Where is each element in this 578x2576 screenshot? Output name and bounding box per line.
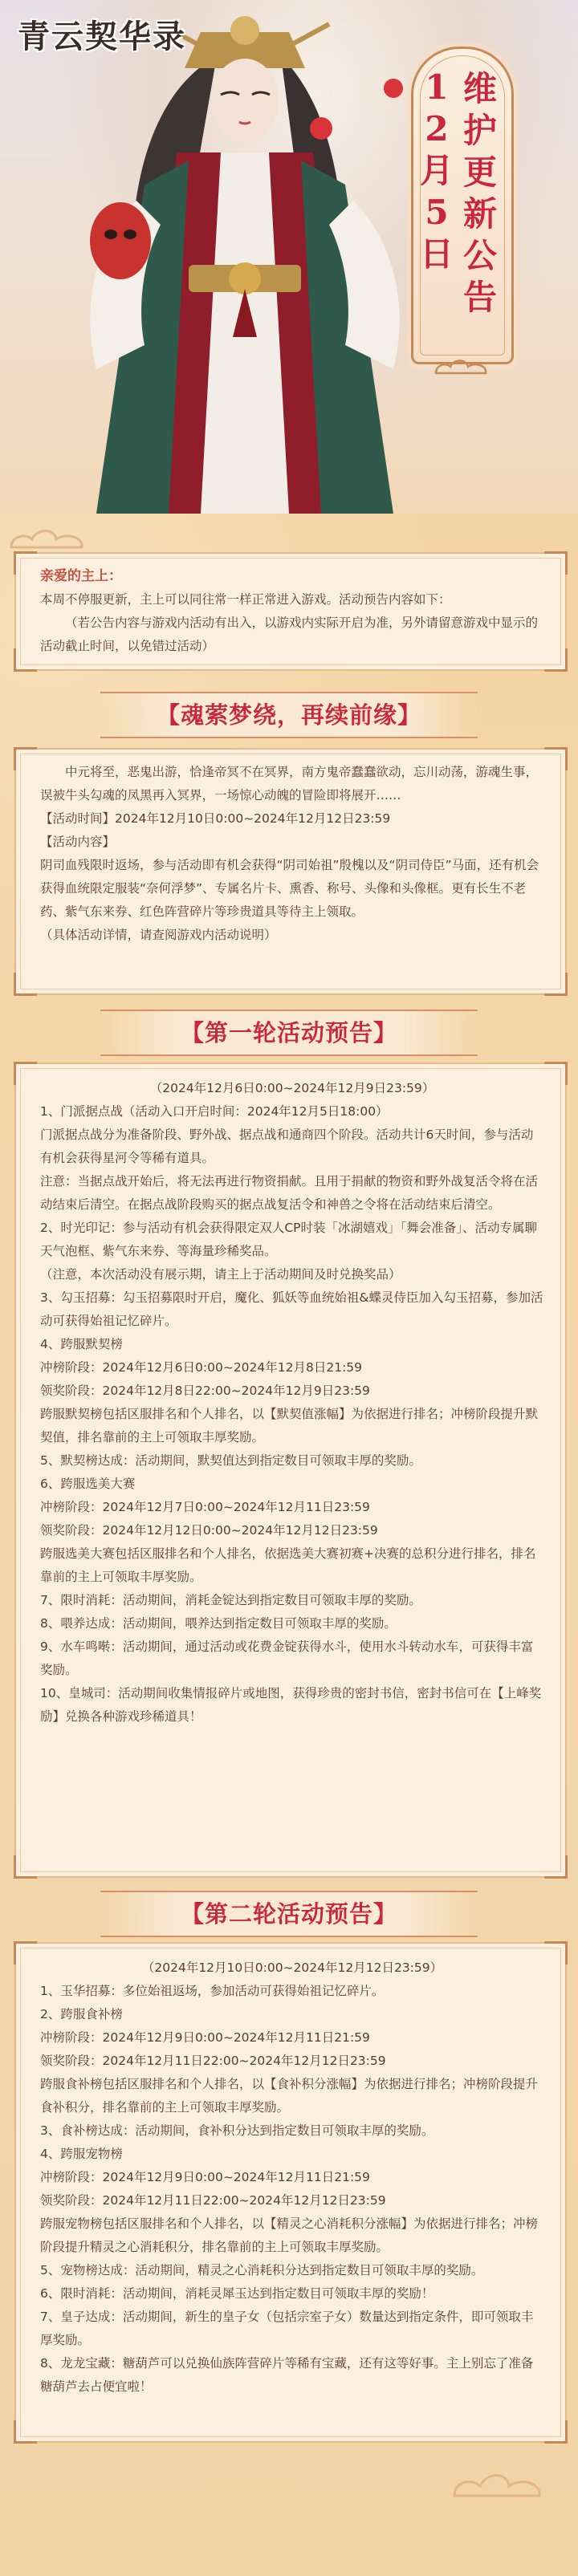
list-item: 4、跨服默契榜 [40,1337,123,1351]
list-item: 冲榜阶段：2024年12月9日0:00~2024年12月11日21:59 [40,2030,370,2045]
list-item: 2、跨服食补榜 [40,2007,123,2021]
event-content: 阴司血残限时返场，参与活动即有机会获得“阴司始祖”殷槐以及“阴司侍臣”马面，还有机会获得血统限定服装“奈何浮梦”、专属名片卡、熏香、称号、头像和头像框。更有长生不老药、紫气东来券、红色阵营碎片等珍贵道具等待主上领取。 [40,858,539,919]
round2-panel [14,1942,567,2443]
title-banner [411,47,514,364]
list-item: 门派据点战分为准备阶段、野外战、据点战和通商四个阶段。活动共计6天时间，参与活动有机会获得星河令等稀有道具。 [40,1128,534,1165]
list-item: 7、皇子达成：活动期间，新生的皇子女（包括宗室子女）数量达到指定条件，即可领取丰厚奖励。 [40,2310,534,2347]
list-item: 6、跨服选美大赛 [40,1477,136,1491]
list-item: 3、勾玉招募：勾玉招募限时开启，魔化、狐妖等血统始祖&蝶灵侍臣加入勾玉招募，参加活动可获得始祖记忆碎片。 [40,1290,543,1328]
list-item: 领奖阶段：2024年12月11日22:00~2024年12月12日23:59 [40,2193,386,2208]
intro-line: 本周不停服更新，主上可以同往常一样正常进入游戏。活动预告内容如下： [40,592,451,607]
list-item: 8、喂养达成：活动期间，喂养达到指定数目可领取丰厚的奖励。 [40,1616,397,1631]
section-heading: 【魂萦梦绕，再续前缘】 [0,692,578,738]
list-item: 10、皇城司：活动期间收集情报碎片或地图，获得珍贵的密封书信，密封书信可在【上峰奖励】兑换各种游戏珍稀道具！ [40,1686,542,1724]
title-date: 12月5日 [419,67,454,274]
list-item: 冲榜阶段：2024年12月6日0:00~2024年12月8日21:59 [40,1360,363,1375]
event-note: （具体活动详情，请查阅游戏内活动说明） [40,928,277,942]
cloud-ornament-icon [6,522,103,554]
list-item: 1、门派据点战（活动入口开启时间：2024年12月5日18:00） [40,1104,389,1119]
list-item: 9、水车鸣啭：活动期间，通过活动或花费金锭获得水斗，使用水斗转动水车，可获得丰富奖励。 [40,1639,534,1677]
intro-panel [14,552,567,671]
character-illustration [48,0,425,514]
list-item: 跨服宠物榜包括区服排名和个人排名，以【精灵之心消耗积分涨幅】为依据进行排名；冲榜阶段提升精灵之心消耗积分，排名靠前的主上可领取丰厚奖励。 [40,2216,539,2254]
intro-line: （若公告内容与游戏内活动有出入，以游戏内实际开启为准，另外请留意游戏中显示的活动截止时间，以免错过活动） [40,616,539,653]
list-item: 冲榜阶段：2024年12月9日0:00~2024年12月11日21:59 [40,2170,370,2184]
list-item: （注意，本次活动没有展示期，请主上于活动期间及时兑换奖品） [40,1267,401,1282]
list-item: 领奖阶段：2024年12月11日22:00~2024年12月12日23:59 [40,2054,386,2068]
section-heading: 【第一轮活动预告】 [0,1010,578,1056]
cloud-ornament-icon [433,356,492,380]
announcement-body [0,514,578,2576]
list-item: 冲榜阶段：2024年12月7日0:00~2024年12月11日23:59 [40,1500,370,1514]
list-item: 跨服默契榜包括区服排名和个人排名，以【默契值涨幅】为依据进行排名；冲榜阶段提升默契值，排名靠前的主上可领取丰厚奖励。 [40,1407,539,1444]
list-item: 3、食补榜达成：活动期间，食补积分达到指定数目可领取丰厚的奖励。 [40,2123,434,2138]
list-item: 8、龙龙宝藏：糖葫芦可以兑换仙族阵营碎片等稀有宝藏，还有这等好事。主上别忘了准备糖葫芦去占便宜啦！ [40,2356,534,2394]
list-item: 2、时光印记：参与活动有机会获得限定双人CP时装「冰湖嬉戏」「舞会准备」、活动专属聊天气泡框、紫气东来券、等海量珍稀奖品。 [40,1221,538,1258]
list-item: 5、默契榜达成：活动期间，默契值达到指定数目可领取丰厚的奖励。 [40,1453,421,1468]
hero-banner [0,0,578,514]
list-item: 1、玉华招募：多位始祖返场，参加活动可获得始祖记忆碎片。 [40,1984,385,1998]
list-item: 7、限时消耗：活动期间，消耗金锭达到指定数目可领取丰厚的奖励。 [40,1593,421,1607]
list-item: 领奖阶段：2024年12月12日0:00~2024年12月12日23:59 [40,1523,378,1538]
event-story: 中元将至，恶鬼出游，恰逢帝冥不在冥界，南方鬼帝蠢蠢欲动，忘川动荡，游魂生事，误被牛头勾魂的凤黑再入冥界，一场惊心动魄的冒险即将展开…… [40,765,539,802]
title-main: 维护更新公告 [462,69,497,317]
list-item: 4、跨服宠物榜 [40,2147,123,2161]
round1-range: （2024年12月6日0:00~2024年12月9日23:59） [149,1081,435,1095]
list-item: 跨服食补榜包括区服排名和个人排名，以【食补积分涨幅】为依据进行排名；冲榜阶段提升食补积分，排名靠前的主上可领取丰厚奖励。 [40,2077,539,2115]
greeting: 亲爱的主上： [40,568,122,584]
event-content-label: 【活动内容】 [40,835,116,849]
event-time: 【活动时间】2024年12月10日0:00~2024年12月12日23:59 [40,811,391,826]
section-heading: 【第二轮活动预告】 [0,1891,578,1937]
cloud-ornament-icon [450,2464,562,2504]
list-item: 注意：当据点战开始后，将无法再进行物资捐献。且用于捐献的物资和野外战复活令将在活动结束后清空。在据点战阶段购买的据点战复活令和神兽之令将在活动结束后清空。 [40,1174,539,1212]
game-logo: 青云契华录 [18,18,186,55]
list-item: 领奖阶段：2024年12月8日22:00~2024年12月9日23:59 [40,1383,370,1398]
round1-panel [14,1062,567,1878]
list-item: 6、限时消耗：活动期间，消耗灵犀玉达到指定数目可领取丰厚的奖励！ [40,2286,434,2301]
event-panel [14,748,567,995]
round2-range: （2024年12月10日0:00~2024年12月12日23:59） [141,1960,443,1975]
list-item: 5、宠物榜达成：活动期间，精灵之心消耗积分达到指定数目可领取丰厚的奖励。 [40,2263,484,2277]
list-item: 跨服选美大赛包括区服排名和个人排名，依据选美大赛初赛+决赛的总积分进行排名，排名靠前的主上可领取丰厚奖励。 [40,1546,536,1584]
